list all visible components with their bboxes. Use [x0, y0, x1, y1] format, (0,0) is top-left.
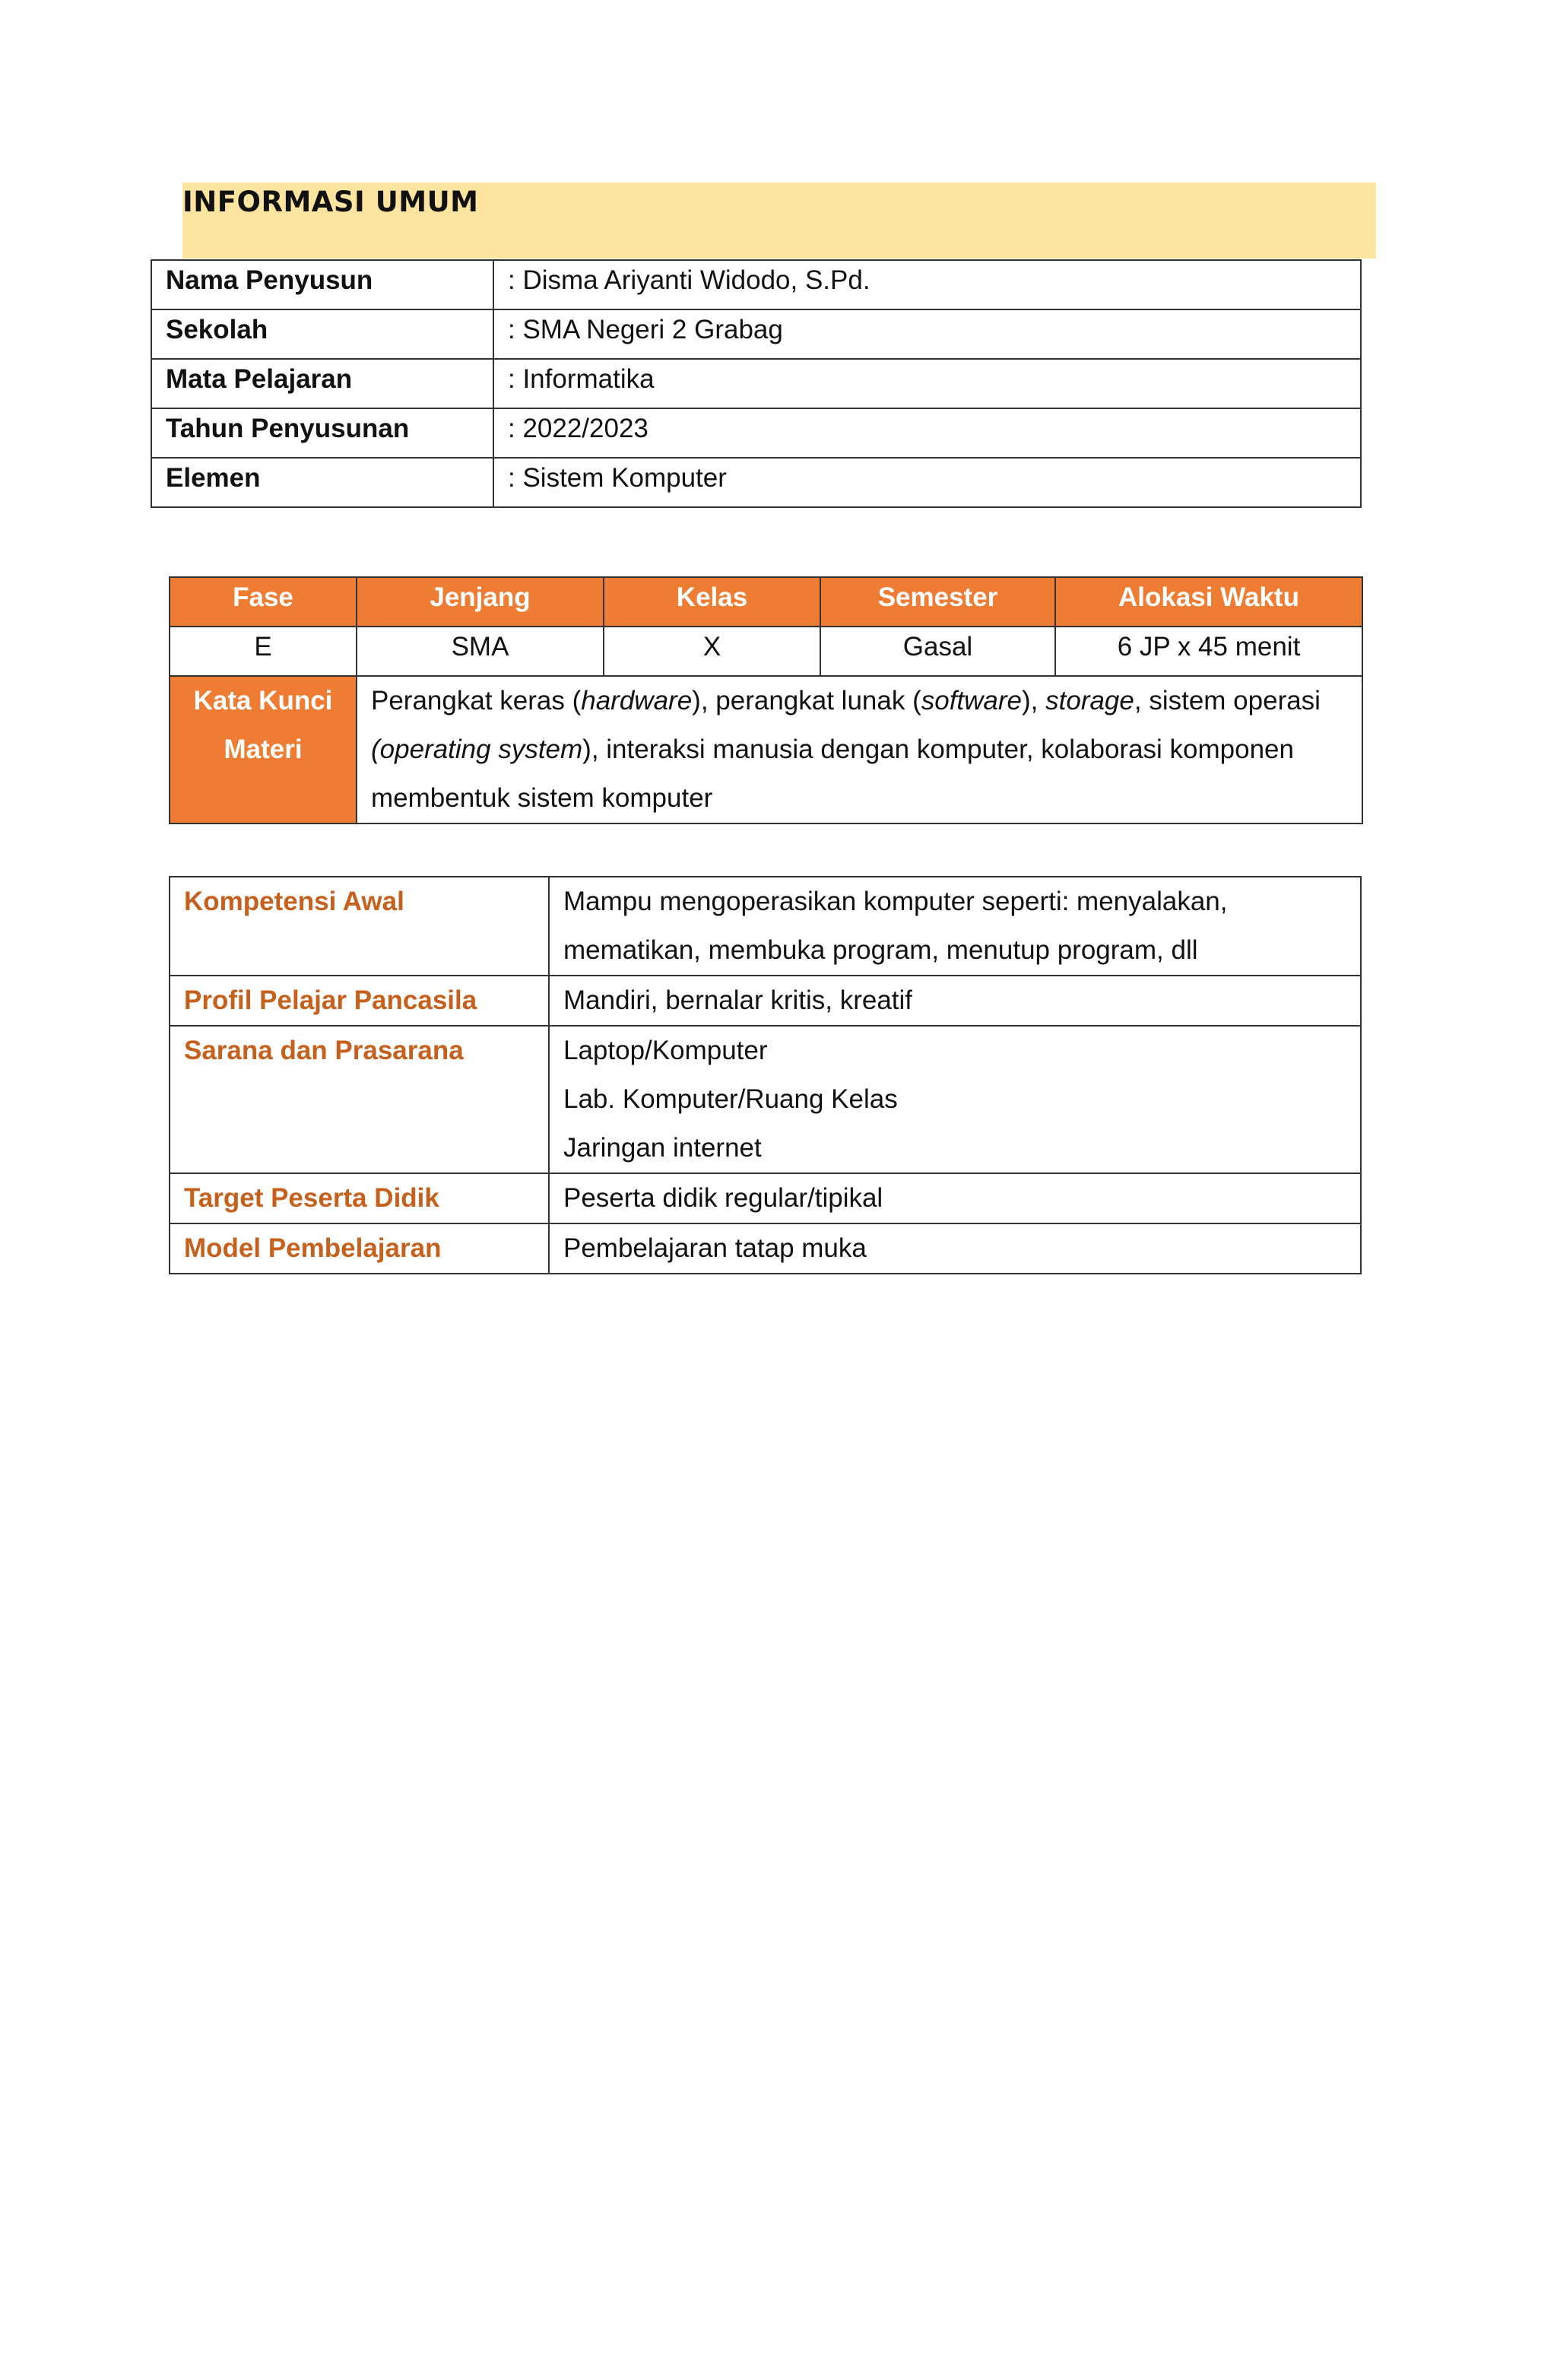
- label-kompetensi-awal: Kompetensi Awal: [170, 877, 549, 976]
- table-row: [151, 408, 1361, 458]
- value-profil-pelajar-pancasila: [549, 976, 1361, 1026]
- italic-term: storage: [1045, 686, 1134, 716]
- label-profil-pelajar-pancasila: Profil Pelajar Pancasila: [170, 976, 549, 1026]
- label-sekolah: Sekolah: [151, 309, 493, 359]
- text-line: Mampu mengoperasikan komputer seperti: menyalakan,: [563, 887, 1228, 916]
- text-run: ), interaksi manusia dengan komputer, kolaborasi komponen membentuk sistem komputer: [371, 735, 1294, 813]
- text-line: Peserta didik regular/tipikal: [563, 1183, 883, 1213]
- label-tahun-penyusunan: Tahun Penyusunan: [151, 408, 493, 458]
- value-alokasi-waktu: 6 JP x 45 menit: [1055, 627, 1362, 676]
- table-row: [170, 1026, 1361, 1173]
- italic-term: (operating system: [371, 735, 583, 764]
- value-kata-kunci-materi: [357, 676, 1362, 823]
- italic-term: hardware: [581, 686, 693, 716]
- table-row: [170, 976, 1361, 1026]
- text-run: Perangkat keras (: [371, 686, 582, 716]
- table-row: [151, 260, 1361, 309]
- italic-term: software: [921, 686, 1023, 716]
- label-line: Materi: [224, 735, 303, 764]
- table-header-row: [170, 577, 1362, 627]
- text-line: Lab. Komputer/Ruang Kelas: [563, 1084, 898, 1114]
- label-sarana-dan-prasarana: Sarana dan Prasarana: [170, 1026, 549, 1173]
- value-model-pembelajaran: [549, 1223, 1361, 1274]
- value-nama-penyusun: : Disma Ariyanti Widodo, S.Pd.: [493, 260, 1361, 309]
- value-elemen: : Sistem Komputer: [493, 458, 1361, 507]
- label-kata-kunci-materi: [170, 676, 357, 823]
- header-fase: Fase: [170, 577, 357, 627]
- text-line: Laptop/Komputer: [563, 1036, 768, 1065]
- section-title: INFORMASI UMUM: [182, 186, 479, 218]
- table-row: [151, 458, 1361, 507]
- text-line: mematikan, membuka program, menutup program, dll: [563, 935, 1198, 965]
- table-row: [151, 309, 1361, 359]
- text-run: ), perangkat lunak (: [692, 686, 921, 716]
- text-run: ),: [1022, 686, 1046, 716]
- value-sekolah: : SMA Negeri 2 Grabag: [493, 309, 1361, 359]
- table-row: [170, 877, 1361, 976]
- section-header-band: [182, 182, 1376, 259]
- header-semester: Semester: [820, 577, 1055, 627]
- fase-table: [169, 576, 1363, 824]
- value-sarana-dan-prasarana: [549, 1026, 1361, 1173]
- value-jenjang: SMA: [357, 627, 604, 676]
- identitas-table: [151, 259, 1362, 508]
- header-alokasi-waktu: Alokasi Waktu: [1055, 577, 1362, 627]
- table-row: [170, 676, 1362, 823]
- text-line: Mandiri, bernalar kritis, kreatif: [563, 985, 913, 1015]
- detail-table: [169, 876, 1362, 1274]
- value-target-peserta-didik: [549, 1173, 1361, 1223]
- table-row: [170, 1173, 1361, 1223]
- header-jenjang: Jenjang: [357, 577, 604, 627]
- label-target-peserta-didik: Target Peserta Didik: [170, 1173, 549, 1223]
- label-line: Kata Kunci: [193, 686, 333, 716]
- label-model-pembelajaran: Model Pembelajaran: [170, 1223, 549, 1274]
- table-row: [170, 627, 1362, 676]
- table-row: [151, 359, 1361, 408]
- value-tahun-penyusunan: : 2022/2023: [493, 408, 1361, 458]
- label-elemen: Elemen: [151, 458, 493, 507]
- text-run: , sistem operasi: [1134, 686, 1321, 716]
- value-fase: E: [170, 627, 357, 676]
- text-line: Jaringan internet: [563, 1133, 762, 1163]
- label-nama-penyusun: Nama Penyusun: [151, 260, 493, 309]
- value-kelas: X: [604, 627, 820, 676]
- value-semester: Gasal: [820, 627, 1055, 676]
- header-kelas: Kelas: [604, 577, 820, 627]
- label-mata-pelajaran: Mata Pelajaran: [151, 359, 493, 408]
- table-row: [170, 1223, 1361, 1274]
- value-mata-pelajaran: : Informatika: [493, 359, 1361, 408]
- text-line: Pembelajaran tatap muka: [563, 1233, 867, 1263]
- value-kompetensi-awal: [549, 877, 1361, 976]
